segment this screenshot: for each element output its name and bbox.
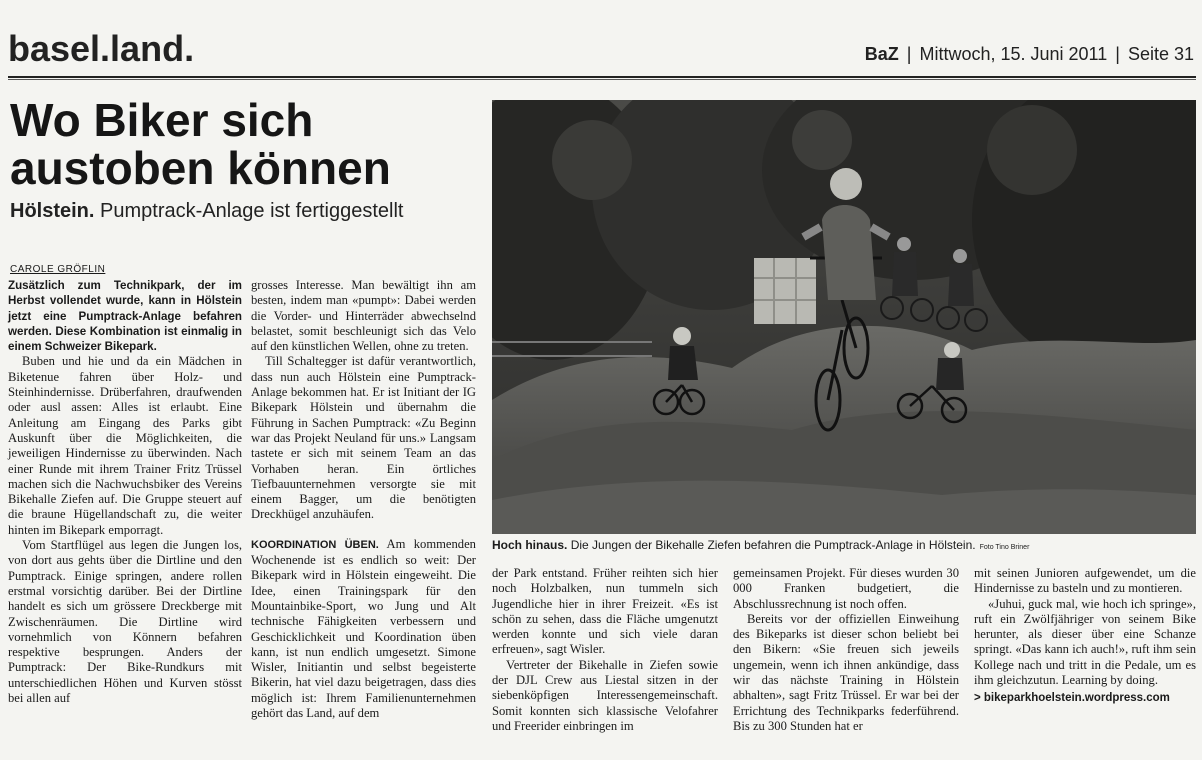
paragraph: grosses Interesse. Man bewältigt ihn am besten, indem man «pumpt»: Dabei werden die Vorder- und Hinterräder abwechselnd belastet, somit beschleunigt sich das Velo auf den künstlichen Wellen, ohne zu treten.: [251, 278, 476, 354]
photo-credit: Foto Tino Briner: [979, 544, 1030, 551]
caption-lead: Hoch hinaus.: [492, 538, 568, 552]
photo-illustration: [492, 100, 1196, 534]
paragraph: mit seinen Junioren aufgewendet, um die Hindernisse zu basteln und zu montieren.: [974, 566, 1196, 596]
subheadline: [10, 200, 403, 223]
paragraph: Buben und hie und da ein Mädchen in Biketenue fahren über Holz- und Steinhindernisse. Drüberfahren, draufwenden oder ausl assen: Alles ist erlaubt. Eine Anleitung am Eingang des Parks gibt Auskunft über die Möglichkeiten, die jeweiligen Hindernisse zu überwinden. Nach einer Runde mit ihrem Trainer Fritz Trüssel machen sich die Nachwuchsbiker des Vereins Bikehalle Ziefen auf. Die Gruppe steuert auf die braune Hügellandschaft zu, die weiter hinten im Bikepark emporragt.: [8, 354, 242, 537]
paragraph: Bereits vor der offiziellen Einweihung des Bikeparks ist dieser schon beliebt bei den Bikern: «Sie freuen sich jeweils ungemein, wenn ich ihnen ankündige, dass wir das nächste Training in Hölstein abhalten», sagt Fritz Trüssel. Er war bei der Errichtung des Technikparks federführend. Bis zu 300 Stunden hat er: [733, 611, 959, 733]
paragraph: der Park entstand. Früher reihten sich hier noch Holzbalken, nun tummeln sich Jugendliche hier in ihrer Freizeit. «Es ist schön zu sehen, dass die Fläche umgenutzt werden konnte und sich viele daran erfreuen», sagt Wisler.: [492, 566, 718, 657]
page-number: Seite 31: [1127, 44, 1194, 64]
article-column-4: [733, 566, 959, 734]
article-column-1: [8, 278, 242, 706]
masthead: basel.land.: [8, 28, 195, 69]
article-column-5: [974, 566, 1196, 707]
paragraph: Vertreter der Bikehalle in Ziefen sowie der DJL Crew aus Liestal sitzen in der siebenköpfigen Interessengemeinschaft. Somit konnten sich klassische Velofahrer und Freerider einbringen im: [492, 657, 718, 733]
web-link-paragraph: [974, 690, 1196, 706]
header-rule-thin: [8, 79, 1196, 80]
headline: Wo Biker sich austoben können: [10, 94, 391, 194]
paragraph-with-subhead: [251, 537, 476, 722]
article-photo: [492, 100, 1196, 534]
issue-date: Mittwoch, 15. Juni 2011: [919, 44, 1108, 64]
photo-caption: [492, 538, 1029, 552]
article-column-3: [492, 566, 718, 734]
paragraph: «Juhui, guck mal, wie hoch ich springe», ruft ein Zwölfjähriger von seinem Bike herunter, als dieser über eine Schanze springt. «Das kann ich auch!», ruft ihm sein Kollege nach und tritt in die Pedale, um es ihm gleichzutun. Learning by doing.: [974, 596, 1196, 688]
article-column-2: [251, 278, 476, 721]
page-header: BaZ | Mittwoch, 15. Juni 2011 | Seite 31: [864, 44, 1194, 64]
section-subhead: KOORDINATION ÜBEN.: [251, 538, 379, 551]
article-lead: Zusätzlich zum Technikpark, der im Herbst vollendet wurde, kann in Hölstein jetzt eine Pumptrack-Anlage befahren werden. Diese Kombination ist einmalig in einem Schweizer Bikepark.: [8, 279, 242, 354]
paragraph: Vom Startflügel aus legen die Jungen los, von dort aus gehts über die Dirtline und den Pumptrack. Einige springen, andere rollen erstmal vorsichtig darüber. Bei der Dirtline handelt es sich um grössere Dreckberge mit Zwischenräumen. Die Dirtline wird vornehmlich von Könnern befahren respektive besprungen. Anders der Pumptrack: Der Bike-Rundkurs mit unterschiedlichen Höhen und Kurven stösst bei allen auf: [8, 538, 242, 706]
caption-text: Die Jungen der Bikehalle Ziefen befahren die Pumptrack-Anlage in Hölstein.: [570, 538, 976, 552]
paragraph-text: Am kommenden Wochenende ist es endlich so weit: Der Bikepark wird in Hölstein eingeweiht. Die Idee, einen Trainingspark für den Mountainbike-Sport, wo Jung und Alt technische Fähigkeiten verbessern und Geschicklichkeit und Koordination üben kann, ist nun endlich umgesetzt. Simone Wisler, Initiantin und selbst begeisterte Bikerin, hat viel dazu beigetragen, dass dies möglich ist: Ihrem Familienunternehmen gehört das Land, auf dem: [251, 536, 476, 721]
paper-name: BaZ: [864, 44, 899, 64]
header-rule: [8, 76, 1196, 78]
paragraph: Till Schaltegger ist dafür verantwortlich, dass nun auch Hölstein eine Pumptrack-Anlage bekommen hat. Er ist Initiant der IG Bikepark Hölstein und übernahm die Führung in Sachen Pumptrack: «Zu Beginn war das Projekt Neuland für uns.» Langsam tastete er sich mit seinem Team an das Vorhaben heran. Ein örtliches Tiefbauunternehmen versorgte sie mit einem Bagger, um die benötigten Dreckhügel anzuhäufen.: [251, 354, 476, 522]
web-link[interactable]: > bikeparkhoelstein.wordpress.com: [974, 692, 1170, 705]
subheadline-text: Pumptrack-Anlage ist fertiggestellt: [100, 200, 404, 222]
subheadline-place: Hölstein.: [10, 200, 95, 222]
paragraph: gemeinsamen Projekt. Für dieses wurden 30 000 Franken budgetiert, die Abschlussrechnung ist noch offen.: [733, 566, 959, 611]
byline: CAROLE GRÖFLIN: [10, 264, 106, 275]
